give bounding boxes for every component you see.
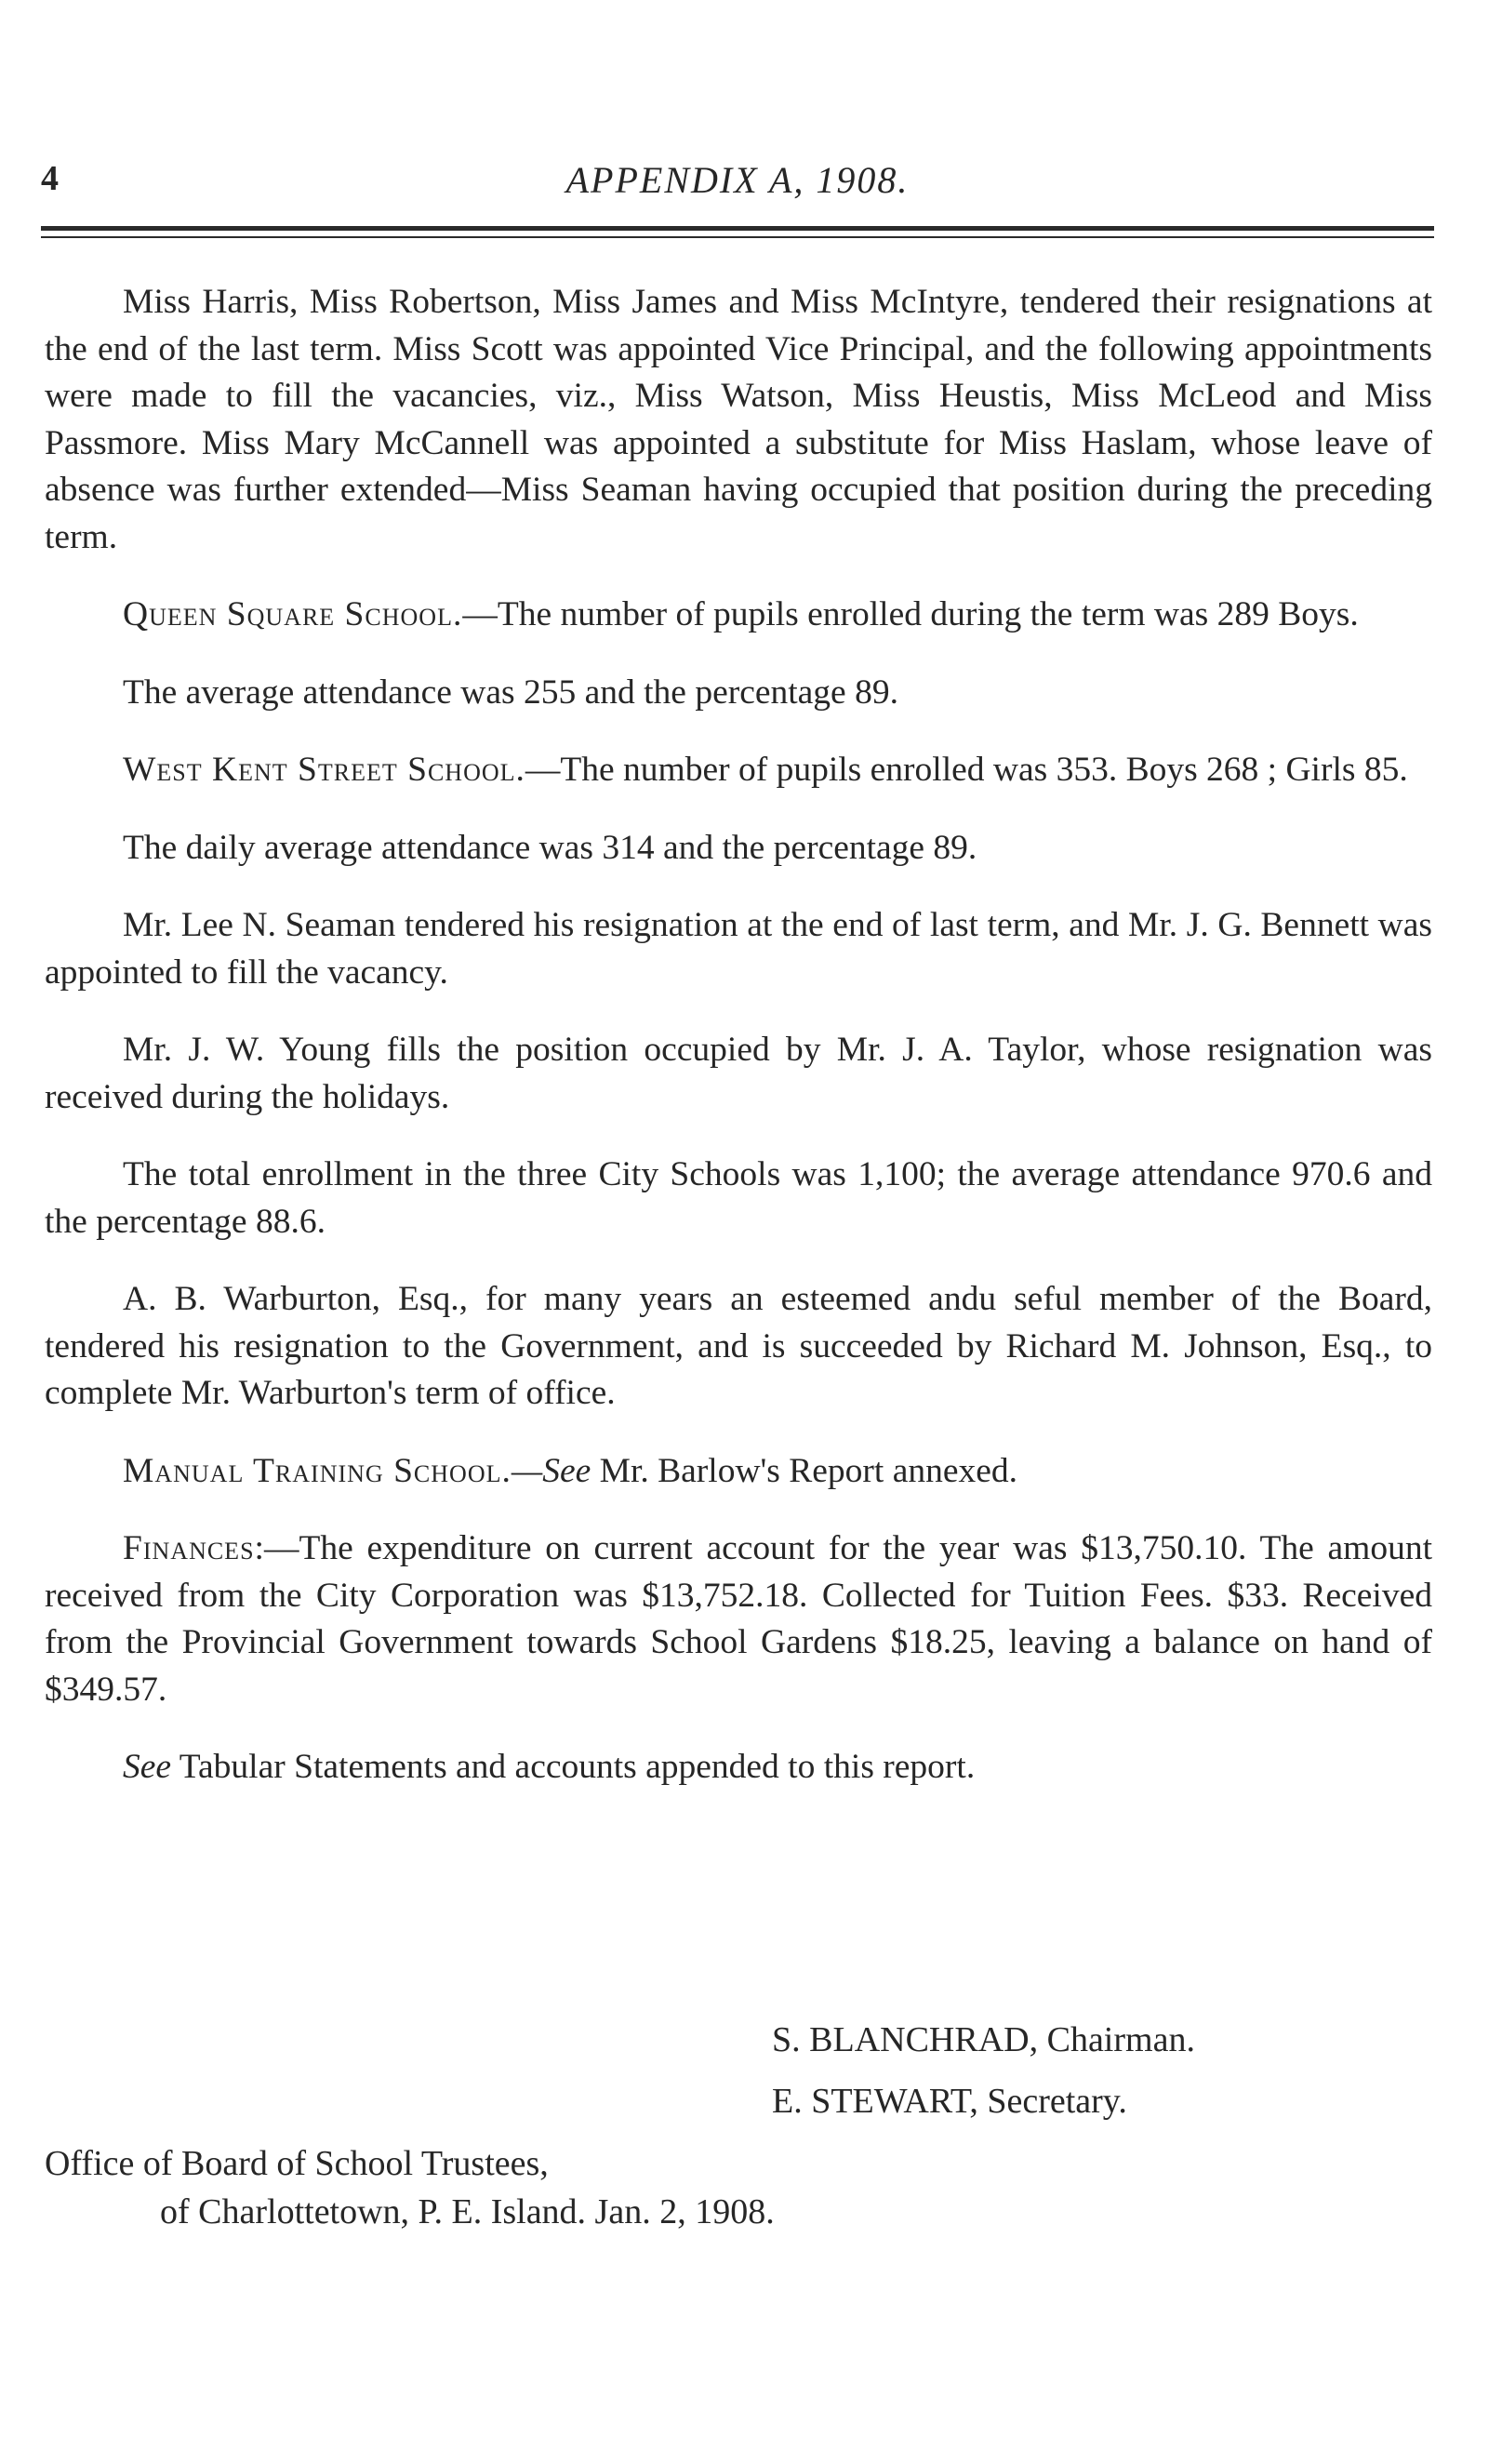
paragraph-finances	[45, 1525, 1432, 1713]
header-rule-thin	[41, 236, 1434, 238]
section-lead-queen-square: Queen Square School.	[123, 595, 463, 633]
signature-chairman: S. BLANCHRAD, Chairman.	[772, 2020, 1195, 2059]
paragraph-closing	[45, 1744, 1432, 1791]
paragraph-text: Miss Harris, Miss Robertson, Miss James and Miss McIntyre, tendered their resignations at the end of the last term. Miss Scott was appointed Vice Principal, and the following appointments were made to fill the vacancies, viz., Miss Watson, Miss Heustis, Miss McLeod and Miss Passmore. Miss Mary McCannell was appointed a substitute for Miss Haslam, whose leave of absence was further extended—Miss Seaman having occupied that position during the preceding term.	[45, 283, 1432, 556]
see-reference: See	[123, 1748, 172, 1786]
paragraph-text: —The number of pupils enrolled was 353. Boys 268 ; Girls 85.	[525, 751, 1408, 789]
page-header	[41, 158, 1434, 214]
paragraph-text: —The number of pupils enrolled during the term was 289 Boys.	[462, 595, 1359, 633]
paragraph-total-enrollment	[45, 1152, 1432, 1245]
paragraph-queen-square-attendance	[45, 670, 1432, 717]
office-address	[45, 2139, 775, 2236]
paragraph-seaman-resignation	[45, 902, 1432, 996]
body-text	[45, 279, 1432, 1822]
header-rule-thick	[41, 226, 1434, 231]
paragraph-text: Tabular Statements and accounts appended to this report.	[171, 1748, 976, 1786]
see-reference: —See	[511, 1451, 591, 1490]
paragraph-text: The daily average attendance was 314 and the percentage 89.	[123, 828, 977, 867]
paragraph-west-kent	[45, 747, 1432, 794]
paragraph-manual-training	[45, 1448, 1432, 1496]
paragraph-text: Mr. Lee N. Seaman tendered his resignation at the end of last term, and Mr. J. G. Bennett was appointed to fill the vacancy.	[45, 906, 1432, 992]
running-title: APPENDIX A, 1908.	[565, 159, 910, 201]
office-line: Office of Board of School Trustees,	[45, 2144, 549, 2183]
paragraph-text: The total enrollment in the three City Schools was 1,100; the average attendance 970.6 and the percentage 88.6.	[45, 1155, 1432, 1241]
section-lead-finances: Finances	[123, 1529, 255, 1567]
paragraph-queen-square	[45, 592, 1432, 639]
office-line: of Charlottetown, P. E. Island. Jan. 2, 1908.	[160, 2192, 775, 2231]
paragraph-young-position	[45, 1027, 1432, 1121]
paragraph-text: A. B. Warburton, Esq., for many years an esteemed andu seful member of the Board, tendered his resignation to the Government, and is succeeded by Richard M. Johnson, Esq., to complete Mr. Warburton's term of office.	[45, 1280, 1432, 1412]
paragraph-text: :—The expenditure on current account for the year was $13,750.10. The amount received from the City Corporation was $13,752.18. Collected for Tuition Fees. $33. Received from the Provincial Government towards School Gardens $18.25, leaving a balance on hand of $349.57.	[45, 1529, 1432, 1709]
paragraph-west-kent-attendance	[45, 825, 1432, 872]
paragraph-text: The average attendance was 255 and the percentage 89.	[123, 673, 898, 712]
paragraph-warburton	[45, 1276, 1432, 1418]
paragraph-resignations	[45, 279, 1432, 561]
section-lead-west-kent: West Kent Street School.	[123, 751, 525, 789]
signature-block	[772, 2009, 1195, 2132]
paragraph-text: Mr. J. W. Young fills the position occupied by Mr. J. A. Taylor, whose resignation was received during the holidays.	[45, 1031, 1432, 1116]
page-number: 4	[41, 159, 59, 198]
paragraph-text: Mr. Barlow's Report annexed.	[591, 1451, 1018, 1490]
signature-secretary: E. STEWART, Secretary.	[772, 2082, 1127, 2121]
section-lead-manual-training: Manual Training School.	[123, 1451, 512, 1490]
